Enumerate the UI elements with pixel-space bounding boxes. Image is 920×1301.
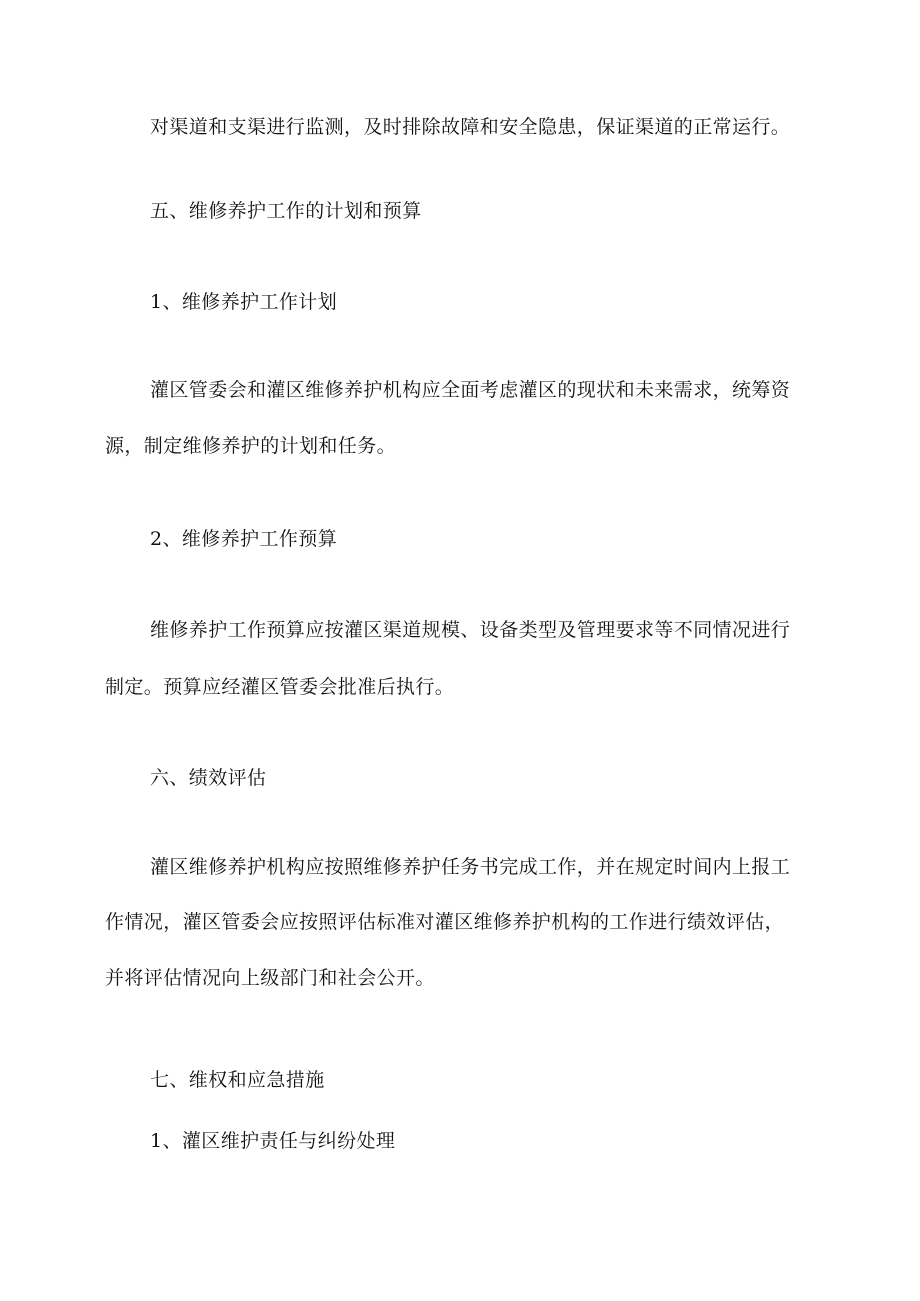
paragraph-line: 并将评估情况向上级部门和社会公开。 — [105, 967, 435, 989]
section-heading: 七、维权和应急措施 — [150, 1069, 325, 1091]
subsection-heading: 1、灌区维护责任与纠纷处理 — [150, 1130, 396, 1152]
section-heading: 五、维修养护工作的计划和预算 — [150, 200, 422, 222]
paragraph-line: 维修养护工作预算应按灌区渠道规模、设备类型及管理要求等不同情况进行 — [150, 619, 791, 641]
subsection-heading: 1、维修养护工作计划 — [150, 291, 338, 313]
paragraph-line: 作情况，灌区管委会应按照评估标准对灌区维修养护机构的工作进行绩效评估， — [105, 911, 785, 933]
paragraph-line: 源，制定维修养护的计划和任务。 — [105, 435, 397, 457]
section-heading: 六、绩效评估 — [150, 767, 267, 789]
paragraph-line: 灌区维修养护机构应按照维修养护任务书完成工作，并在规定时间内上报工 — [150, 856, 791, 878]
paragraph-line: 对渠道和支渠进行监测，及时排除故障和安全隐患，保证渠道的正常运行。 — [150, 116, 791, 138]
subsection-heading: 2、维修养护工作预算 — [150, 528, 338, 550]
paragraph-line: 灌区管委会和灌区维修养护机构应全面考虑灌区的现状和未来需求，统筹资 — [150, 379, 791, 401]
paragraph-line: 制定。预算应经灌区管委会批准后执行。 — [105, 676, 455, 698]
